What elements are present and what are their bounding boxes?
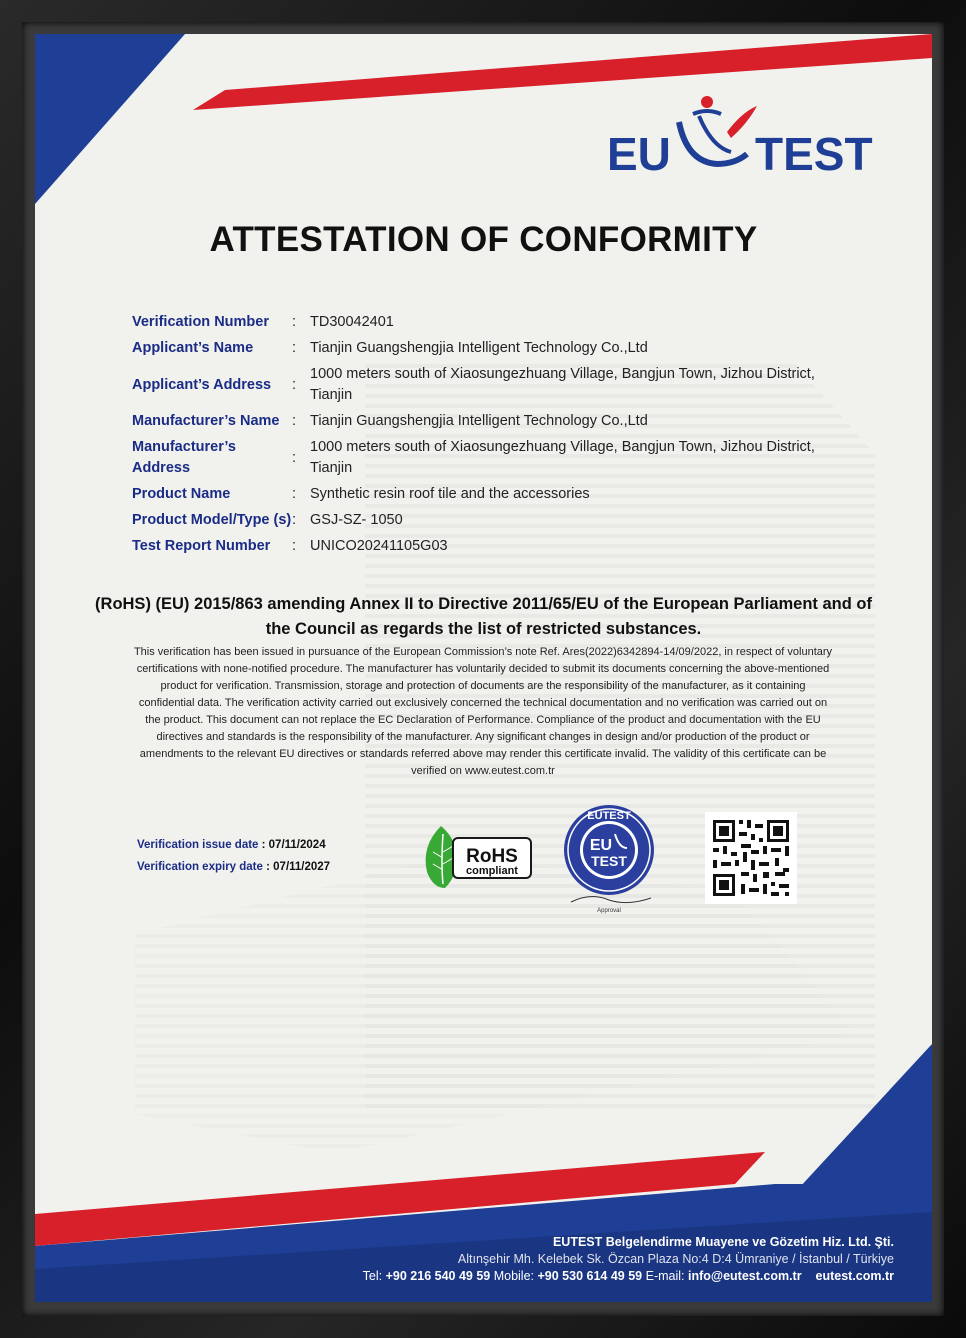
field-value: Tianjin Guangshengjia Intelligent Technology Co.,Ltd	[310, 340, 648, 356]
logo-test-text: TEST	[755, 128, 873, 180]
field-row	[132, 338, 822, 359]
eutest-logo	[607, 92, 877, 182]
fields-table	[132, 312, 822, 562]
field-colon: :	[292, 486, 297, 502]
field-colon: :	[292, 512, 297, 528]
field-row	[132, 364, 822, 406]
seal-approval-text: Approval	[597, 908, 621, 914]
field-colon: :	[292, 340, 297, 356]
field-label: Product Name	[132, 486, 231, 502]
issue-date-row	[137, 834, 330, 856]
footer-tel-label: Tel:	[362, 1269, 383, 1283]
field-row	[132, 411, 822, 432]
footer-contact	[363, 1234, 894, 1285]
logo-eu-text: EU	[607, 128, 671, 180]
eutest-approval-seal	[561, 804, 657, 914]
issue-date-label: Verification issue date	[137, 839, 259, 851]
logo-flame-icon	[727, 106, 757, 138]
rohs-compliant-badge	[419, 824, 535, 890]
field-label: Manufacturer’s Name	[132, 413, 280, 429]
rohs-subtitle: compliant	[466, 865, 518, 877]
field-value: 1000 meters south of Xiaosungezhuang Village, Bangjun Town, Jizhou District, Tianjin	[310, 366, 815, 403]
expiry-date-value: : 07/11/2027	[266, 861, 331, 873]
field-colon: :	[292, 449, 297, 466]
footer-mobile-label: Mobile:	[493, 1269, 535, 1283]
field-label: Applicant’s Name	[132, 340, 254, 356]
field-value: GSJ-SZ- 1050	[310, 512, 403, 528]
rohs-title: RoHS	[466, 846, 518, 867]
field-row	[132, 437, 822, 479]
footer-contacts-row	[363, 1268, 894, 1285]
seal-signature	[571, 896, 651, 902]
field-row	[132, 536, 822, 557]
field-value: 1000 meters south of Xiaosungezhuang Village, Bangjun Town, Jizhou District, Tianjin	[310, 439, 815, 476]
certificate-paper	[35, 34, 932, 1302]
page-title: ATTESTATION OF CONFORMITY	[209, 220, 758, 259]
verification-qr-code	[705, 812, 797, 904]
field-row	[132, 510, 822, 531]
seal-test-text: TEST	[591, 853, 627, 869]
footer-email-link[interactable]: info@eutest.com.tr	[688, 1269, 802, 1283]
field-colon: :	[292, 538, 297, 554]
footer-website-link[interactable]: eutest.com.tr	[815, 1269, 894, 1283]
field-value: TD30042401	[310, 314, 394, 330]
field-label: Product Model/Type (s)	[132, 512, 292, 528]
issue-date-value: : 07/11/2024	[261, 839, 326, 851]
expiry-date-label: Verification expiry date	[137, 861, 263, 873]
field-label: Test Report Number	[132, 538, 271, 554]
field-colon: :	[292, 376, 297, 393]
field-label: Verification Number	[132, 314, 269, 330]
footer-address: Altınşehir Mh. Kelebek Sk. Özcan Plaza No:4 D:4 Ümraniye / İstanbul / Türkiye	[457, 1252, 894, 1266]
verification-statement: This verification has been issued in pursuance of the European Commission’s note Ref. Ares(2022)6342894-14/09/2022, in respect of voluntary certifications with none-notified procedure. The manufacturer has voluntarily decided to submit its documents concerning the above-mentioned product for verification. Transmission, storage and protection of documents are the responsibility of the manufacturer, as it containing confidential data. The verification activity carried out exclusively concerned the technical documentation and no verification was carried out on the product. This document can not replace the EC Declaration of Performance. Compliance of the product and documentation with the EU directives and standards is the responsibility of the manufacturer. Any significant changes in design and/or production of the product or amendments to the relevant EU directives or standards referred above may render this certificate invalid. The validity of this certificate can be verified on www.eutest.com.tr	[133, 646, 833, 777]
directive-heading: (RoHS) (EU) 2015/863 amending Annex II to Directive 2011/65/EU of the European Parliament and of the Council as regards the list of restricted substances.	[95, 595, 872, 638]
seal-eu-text: EU	[589, 837, 613, 854]
expiry-date-row	[137, 856, 330, 878]
field-value: UNICO20241105G03	[310, 538, 448, 554]
footer-mobile: +90 530 614 49 59	[537, 1269, 643, 1283]
field-row	[132, 484, 822, 505]
field-colon: :	[292, 413, 297, 429]
field-value: Tianjin Guangshengjia Intelligent Technology Co.,Ltd	[310, 413, 648, 429]
field-label: Manufacturer’s Address	[132, 439, 236, 476]
footer-email-label: E-mail:	[645, 1269, 685, 1283]
field-label: Applicant’s Address	[132, 376, 272, 393]
seal-top-text: EUTEST	[587, 810, 631, 822]
field-row	[132, 312, 822, 333]
field-colon: :	[292, 314, 297, 330]
verification-dates	[137, 834, 330, 878]
field-value: Synthetic resin roof tile and the accessories	[310, 486, 590, 502]
footer-tel: +90 216 540 49 59	[385, 1269, 491, 1283]
logo-figure-icon	[701, 96, 713, 108]
footer-company: EUTEST Belgelendirme Muayene ve Gözetim Hiz. Ltd. Şti.	[552, 1235, 894, 1249]
